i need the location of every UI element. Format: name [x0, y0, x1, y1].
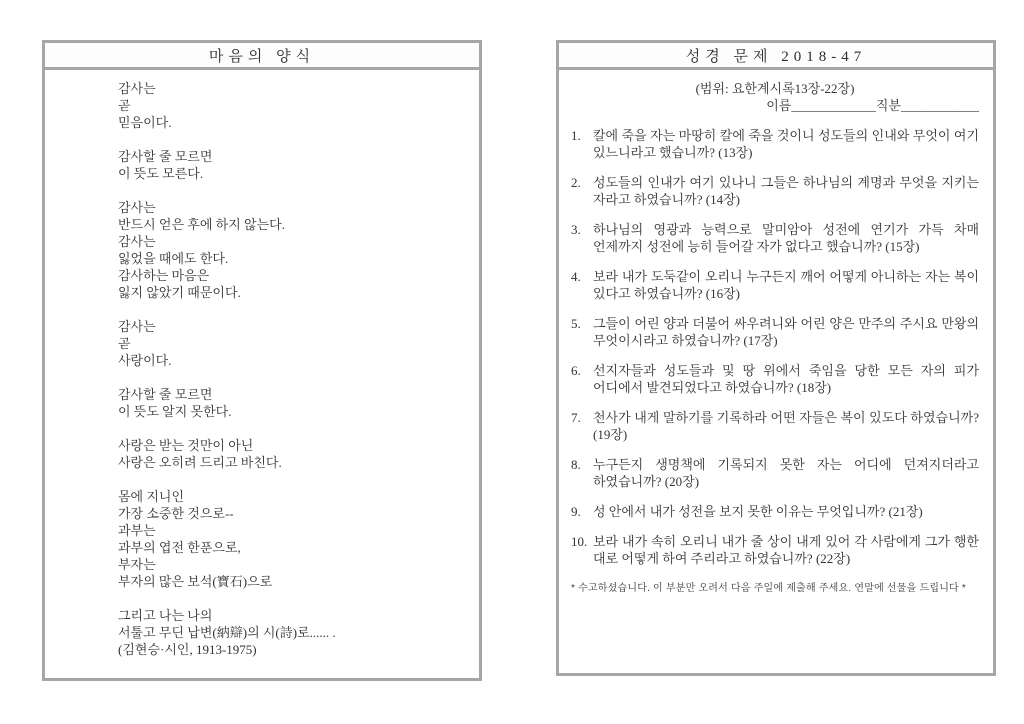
poem-line: 믿음이다.	[118, 115, 172, 130]
question-number: 5.	[571, 316, 581, 331]
question-item	[571, 362, 979, 396]
question-text: 칼에 죽을 자는 마땅히 칼에 죽을 것이니 성도들의 인내와 무엇이 여기 있느니라고 했습니까? (13장)	[593, 128, 979, 160]
poem-stanza	[118, 488, 459, 590]
question-text: 보라 내가 도둑같이 오리니 누구든지 깨어 어떻게 아니하는 자는 복이 있다고 하였습니까? (16장)	[593, 269, 979, 301]
question-text: 성 안에서 내가 성전을 보지 못한 이유는 무엇입니까? (21장)	[593, 504, 923, 519]
question-number: 7.	[571, 410, 581, 425]
poem-line: 감사는	[118, 234, 156, 249]
poem-line: 감사는	[118, 81, 156, 96]
poem-stanza	[118, 386, 459, 420]
footer-note: * 수고하셨습니다. 이 부분만 오려서 다음 주일에 제출해 주세요. 연말에 선물을 드립니다 *	[571, 583, 966, 594]
poem-page-title: 마음의 양식	[45, 43, 479, 70]
poem-stanza	[118, 148, 459, 182]
question-text: 성도들의 인내가 여기 있나니 그들은 하나님의 계명과 무엇을 지키는 자라고 하였습니까? (14장)	[593, 175, 979, 207]
question-number: 1.	[571, 128, 581, 143]
question-number: 4.	[571, 269, 581, 284]
name-label: 이름	[766, 98, 792, 113]
poem-line: 이 뜻도 모른다.	[118, 166, 204, 181]
poem-line: 곧	[118, 98, 131, 113]
question-item	[571, 221, 979, 255]
position-blank: ____________	[901, 98, 979, 113]
question-number: 9.	[571, 504, 581, 519]
poem-stanza	[118, 199, 459, 301]
question-item	[571, 315, 979, 349]
poem-line: 잃지 않았기 때문이다.	[118, 285, 241, 300]
poem-line: 반드시 얻은 후에 하지 않는다.	[118, 217, 285, 232]
question-item	[571, 174, 979, 208]
position-label: 직분	[875, 98, 901, 113]
poem-body	[45, 70, 479, 678]
poem-line: 과부의 엽전 한푼으로,	[118, 540, 241, 555]
poem-line: 몸에 지니인	[118, 489, 185, 504]
question-item	[571, 503, 979, 520]
question-number: 10.	[571, 534, 588, 549]
question-number: 2.	[571, 175, 581, 190]
question-item	[571, 533, 979, 567]
poem-line: 그리고 나는 나의	[118, 608, 213, 623]
poem-line: 사랑이다.	[118, 353, 172, 368]
poem-line: 감사할 줄 모르면	[118, 149, 213, 164]
poem-page	[42, 40, 482, 681]
poem-line: 사랑은 오히려 드리고 바친다.	[118, 455, 282, 470]
question-text: 누구든지 생명책에 기록되지 못한 자는 어디에 던져지더라고 하였습니까? (20장)	[593, 457, 979, 489]
question-list	[571, 127, 979, 567]
poem-stanza	[118, 80, 459, 131]
poem-line: (김현승·시인, 1913-1975)	[118, 642, 257, 657]
quiz-body	[559, 70, 993, 602]
question-text: 선지자들과 성도들과 및 땅 위에서 죽임을 당한 모든 자의 피가 어디에서 발견되었다고 하였습니까? (18장)	[593, 363, 979, 395]
poem-line: 과부는	[118, 523, 156, 538]
poem-line: 감사는	[118, 200, 156, 215]
question-text: 보라 내가 속히 오리니 내가 줄 상이 내게 있어 각 사람에게 그가 행한 대로 어떻게 하여 주리라고 하였습니까? (22장)	[593, 534, 979, 566]
poem-line: 사랑은 받는 것만이 아닌	[118, 438, 254, 453]
question-text: 하나님의 영광과 능력으로 말미암아 성전에 연기가 가득 차매 언제까지 성전에 능히 들어갈 자가 없다고 했습니까? (15장)	[593, 222, 979, 254]
poem-stanza	[118, 607, 459, 658]
question-item	[571, 268, 979, 302]
quiz-page	[556, 40, 996, 676]
quiz-page-title: 성경 문제 2018-47	[559, 43, 993, 70]
poem-line: 곧	[118, 336, 131, 351]
poem-line: 이 뜻도 알지 못한다.	[118, 404, 232, 419]
poem-line: 부자는	[118, 557, 156, 572]
question-item	[571, 409, 979, 443]
poem-line: 감사는	[118, 319, 156, 334]
poem-line: 감사할 줄 모르면	[118, 387, 213, 402]
question-item	[571, 127, 979, 161]
poem-line: 부자의 많은 보석(寶石)으로	[118, 574, 273, 589]
poem-stanza	[118, 318, 459, 369]
question-number: 6.	[571, 363, 581, 378]
poem-line: 서툴고 무딘 납변(納辯)의 시(詩)로...... .	[118, 625, 336, 640]
name-blank: _____________	[791, 98, 876, 113]
poem-stanza	[118, 437, 459, 471]
question-number: 8.	[571, 457, 581, 472]
poem-line: 잃었을 때에도 한다.	[118, 251, 229, 266]
quiz-scope: (범위: 요한계시록13장-22장)	[695, 81, 855, 96]
question-number: 3.	[571, 222, 581, 237]
name-position-line	[571, 97, 979, 114]
question-text: 천사가 내게 말하기를 기록하라 어떤 자들은 복이 있도다 하였습니까? (19장)	[593, 410, 979, 442]
question-text: 그들이 어린 양과 더불어 싸우려니와 어린 양은 만주의 주시요 만왕의 무엇이시라고 하였습니까? (17장)	[593, 316, 979, 348]
poem-line: 감사하는 마음은	[118, 268, 210, 283]
question-item	[571, 456, 979, 490]
poem-line: 가장 소중한 것으로--	[118, 506, 234, 521]
